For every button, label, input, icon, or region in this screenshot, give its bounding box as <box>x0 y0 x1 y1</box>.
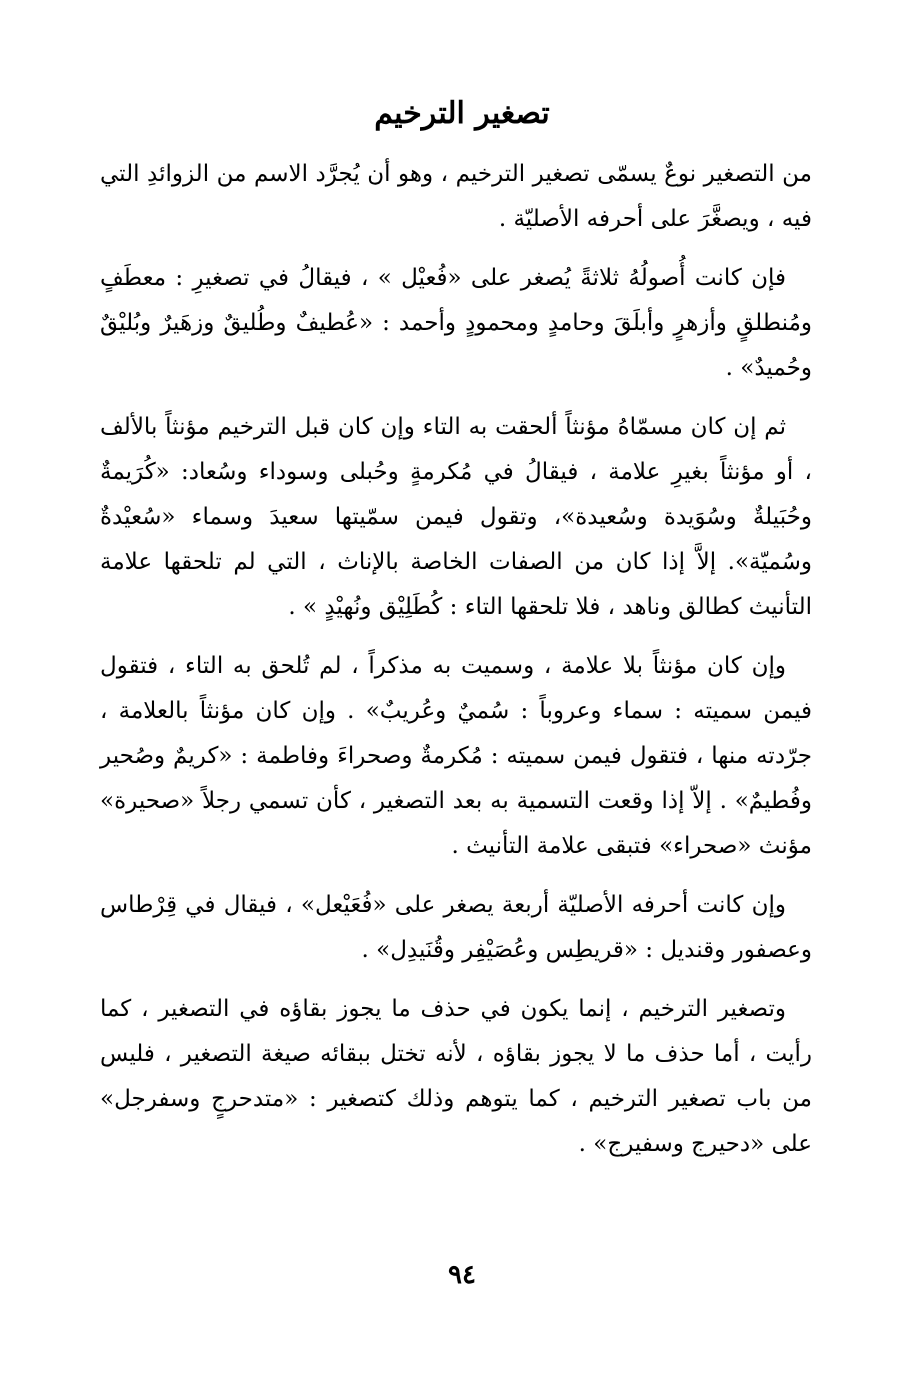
page-number: ٩٤ <box>448 1260 476 1290</box>
body-text <box>100 152 812 1181</box>
paragraph-6: وتصغير الترخيم ، إنما يكون في حذف ما يجوز بقاؤه في التصغير ، كما رأيت ، أما حذف ما لا يجوز بقاؤه ، لأنه تختل ببقائه صيغة التصغير ، فليس من باب تصغير الترخيم ، كما يتوهم وذلك كتصغير : «متدحرجٍ وسفرجل» على «دحيرج وسفيرج» . <box>100 996 812 1157</box>
paragraph-2: فإن كانت أُصولُهُ ثلاثةً يُصغر على «فُعيْل » ، فيقالُ في تصغيرِ : معطَفٍ ومُنطلقٍ وأزهرٍ وأبلَقَ وحامدٍ ومحمودٍ وأحمد : «عُطيفٌ وطُليقٌ وزهَيرٌ وبُليْقٌ وحُميدٌ» . <box>100 265 812 381</box>
paragraph-1: من التصغير نوعٌ يسمّى تصغير الترخيم ، وهو أن يُجرَّد الاسم من الزوائدِ التي فيه ، ويصغَّرَ على أحرفه الأصليّة . <box>100 161 812 232</box>
paragraph-5: وإن كانت أحرفه الأصليّة أربعة يصغر على «فُعَيْعل» ، فيقال في قِرْطاس وعصفور وقنديل : «قريطِس وعُصَيْفِر وقُنَيدِل» . <box>100 892 812 963</box>
paragraph-4: وإن كان مؤنثاً بلا علامة ، وسميت به مذكراً ، لم تُلحق به التاء ، فتقول فيمن سميته : سماء وعروباً : سُميٌ وعُريبٌ» . وإن كان مؤنثاً بالعلامة ، جرّدته منها ، فتقول فيمن سميته : مُكرمةٌ وصحراءَ وفاطمة : «كريمٌ وصُحير وفُطيمٌ» . إلاّ إذا وقعت التسمية به بعد التصغير ، كأن تسمي رجلاً «صحيرة» مؤنث «صحراء» فتبقى علامة التأنيث . <box>100 653 812 859</box>
paragraph-3: ثم إن كان مسمّاهُ مؤنثاً ألحقت به التاء وإن كان قبل الترخيم مؤنثاً بالألف ، أو مؤنثاً بغيرِ علامة ، فيقالُ في مُكرمةٍ وحُبلى وسوداء وسُعاد: «كُرَيمةٌ وحُبَيلةٌ وسُوَيدة وسُعيدة»، وتقول فيمن سمّيتها سعيدَ وسماء «سُعيْدةٌ وسُميّة». إلاَّ إذا كان من الصفات الخاصة بالإناث ، التي لم تلحقها علامة التأنيث كطالق وناهد ، فلا تلحقها التاء : كُطَلِيْق ونُهيْدٍ » . <box>100 414 812 620</box>
page-title: تصغير الترخيم <box>374 96 550 131</box>
